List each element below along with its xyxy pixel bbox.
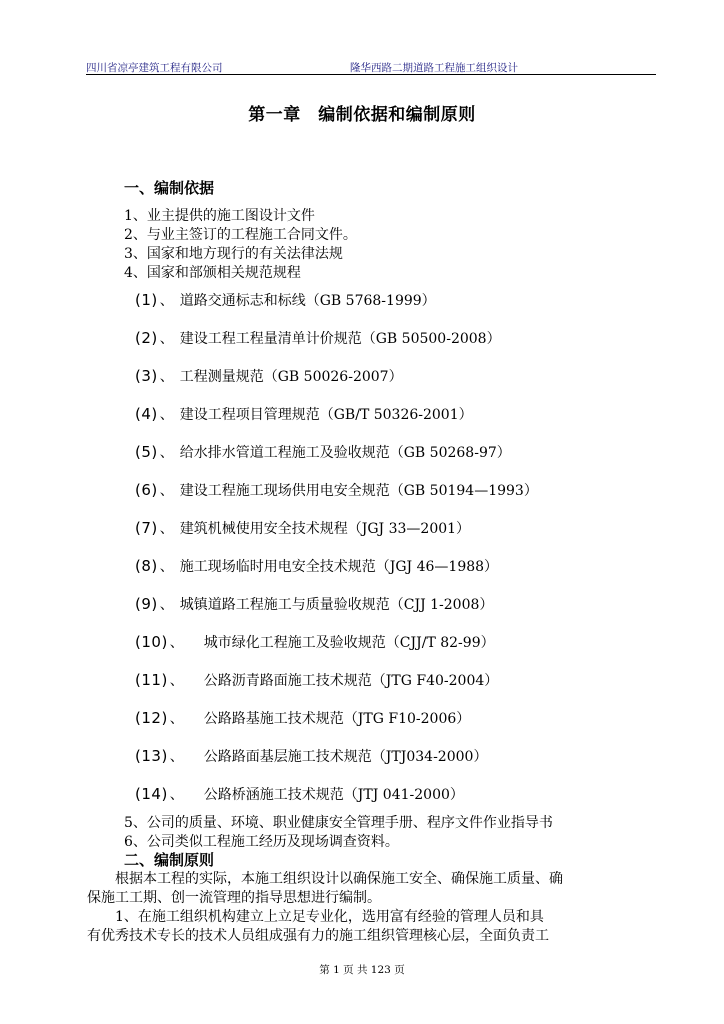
standard-sep: 、 xyxy=(159,521,174,537)
standard-item xyxy=(135,632,495,652)
chapter-title: 第一章 编制依据和编制原则 xyxy=(248,105,476,125)
standard-sep: 、 xyxy=(159,369,174,385)
standard-num: (3) xyxy=(135,367,158,385)
standard-num: (8) xyxy=(135,557,158,575)
standard-sep: 、 xyxy=(169,673,184,689)
standard-num: (13) xyxy=(135,747,168,765)
basis-item: 6、公司类似工程施工经历及现场调查资料。 xyxy=(124,834,399,850)
basis-item: 3、国家和地方现行的有关法律法规 xyxy=(124,246,343,262)
standard-sep: 、 xyxy=(169,749,184,765)
paragraph-line: 根据本工程的实际，本施工组织设计以确保施工安全、确保施工质量、确 xyxy=(115,871,563,887)
basis-item: 4、国家和部颁相关规范规程 xyxy=(124,265,301,281)
standard-num: (1) xyxy=(135,291,158,309)
standard-item xyxy=(135,594,493,614)
basis-item: 1、业主提供的施工图设计文件 xyxy=(124,208,315,224)
standard-sep: 、 xyxy=(169,635,184,651)
standard-item xyxy=(135,708,470,728)
standard-sep: 、 xyxy=(159,293,174,309)
standard-sep: 、 xyxy=(159,331,174,347)
standard-text: 道路交通标志和标线（GB 5768-1999） xyxy=(179,293,436,309)
standard-sep: 、 xyxy=(169,787,184,803)
standard-num: (10) xyxy=(135,633,168,651)
standard-sep: 、 xyxy=(159,407,174,423)
standard-text: 城市绿化工程施工及验收规范（CJJ/T 82-99） xyxy=(203,635,495,651)
standard-item xyxy=(135,518,470,538)
basis-item: 5、公司的质量、环境、职业健康安全管理手册、程序文件作业指导书 xyxy=(124,815,553,831)
paragraph-line: 1、在施工组织机构建立上立足专业化，选用富有经验的管理人员和具 xyxy=(115,909,544,925)
standard-text: 公路路基施工技术规范（JTG F10-2006） xyxy=(203,711,471,727)
standard-sep: 、 xyxy=(169,711,184,727)
standard-num: (2) xyxy=(135,329,158,347)
page-footer: 第 1 页 共 123 页 xyxy=(319,964,405,976)
standard-item xyxy=(135,784,464,804)
standard-item xyxy=(135,442,511,462)
standard-num: (7) xyxy=(135,519,158,537)
basis-item: 2、与业主签订的工程施工合同文件。 xyxy=(124,227,357,243)
standard-item xyxy=(135,404,473,424)
section-heading-principles: 二、编制原则 xyxy=(124,851,215,869)
standard-text: 建筑机械使用安全技术规程（JGJ 33—2001） xyxy=(179,521,471,537)
standard-num: (6) xyxy=(135,481,158,499)
standard-item xyxy=(135,556,498,576)
standard-item xyxy=(135,746,487,766)
standard-sep: 、 xyxy=(159,559,174,575)
standard-text: 建设工程施工现场供用电安全规范（GB 50194—1993） xyxy=(179,483,538,499)
header-company: 四川省凉亭建筑工程有限公司 xyxy=(86,62,223,74)
standard-num: (12) xyxy=(135,709,168,727)
standard-text: 城镇道路工程施工与质量验收规范（CJJ 1-2008） xyxy=(179,597,494,613)
standard-text: 建设工程项目管理规范（GB/T 50326-2001） xyxy=(179,407,473,423)
paragraph-line: 有优秀技术专长的技术人员组成强有力的施工组织管理核心层，全面负责工 xyxy=(87,928,549,944)
standard-text: 施工现场临时用电安全技术规范（JGJ 46—1988） xyxy=(179,559,499,575)
standard-sep: 、 xyxy=(159,483,174,499)
standard-text: 公路路面基层施工技术规范（JTJ034-2000） xyxy=(203,749,488,765)
standard-sep: 、 xyxy=(159,597,174,613)
page-header xyxy=(86,58,656,75)
header-project: 隆华西路二期道路工程施工组织设计 xyxy=(350,62,518,74)
standard-item xyxy=(135,366,403,386)
standard-text: 工程测量规范（GB 50026-2007） xyxy=(179,369,403,385)
standard-sep: 、 xyxy=(159,445,174,461)
standard-item xyxy=(135,290,436,310)
standard-num: (4) xyxy=(135,405,158,423)
standard-text: 给水排水管道工程施工及验收规范（GB 50268-97） xyxy=(179,445,511,461)
paragraph-line: 保施工工期、创一流管理的指导思想进行编制。 xyxy=(87,890,381,906)
standard-num: (9) xyxy=(135,595,158,613)
standard-item xyxy=(135,480,538,500)
standard-text: 建设工程工程量清单计价规范（GB 50500-2008） xyxy=(179,331,501,347)
section-heading-basis: 一、编制依据 xyxy=(124,179,215,197)
standard-item xyxy=(135,670,498,690)
standard-num: (5) xyxy=(135,443,158,461)
standard-text: 公路桥涵施工技术规范（JTJ 041-2000） xyxy=(203,787,464,803)
standard-num: (11) xyxy=(135,671,168,689)
standard-item xyxy=(135,328,501,348)
standard-num: (14) xyxy=(135,785,168,803)
standard-text: 公路沥青路面施工技术规范（JTG F40-2004） xyxy=(203,673,499,689)
